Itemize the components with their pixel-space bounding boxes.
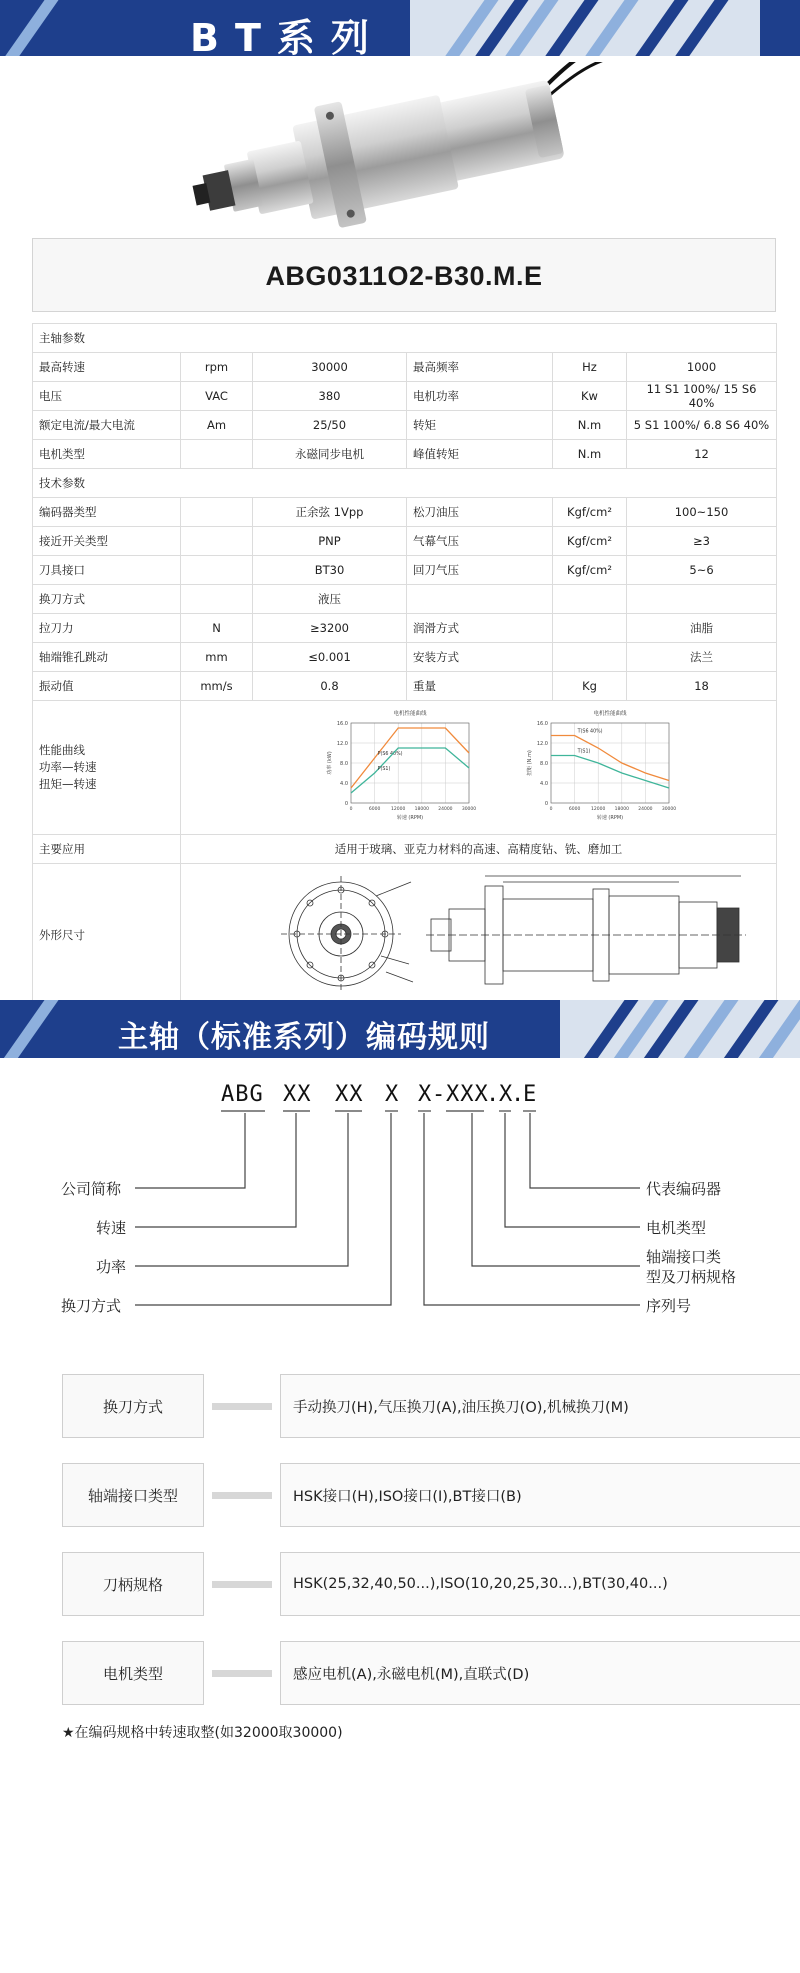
cell: 最高转速: [33, 353, 181, 382]
table-row: [33, 835, 777, 864]
y-tick-label: 4.0: [340, 781, 348, 787]
cell: 振动值: [33, 672, 181, 701]
cell: 编码器类型: [33, 498, 181, 527]
y-tick-label: 8.0: [340, 761, 348, 767]
cell: N.m: [553, 411, 627, 440]
code-seg-encoder: E: [523, 1082, 538, 1107]
code-seg-change: X: [385, 1082, 400, 1107]
cell: [181, 556, 253, 585]
cell: [181, 440, 253, 469]
curve-row: [33, 701, 777, 835]
code-seg-interface: XXX: [446, 1082, 489, 1107]
cell: BT30: [253, 556, 407, 585]
y-tick-label: 16.0: [536, 721, 548, 727]
curve-label-line: 功率—转速: [39, 760, 97, 774]
table-row: [33, 382, 777, 411]
label-serial: 序列号: [646, 1297, 692, 1315]
section-row: [33, 469, 777, 498]
code-seg-power: XX: [335, 1082, 364, 1107]
x-tick-label: 24000: [438, 807, 453, 812]
cell: VAC: [181, 382, 253, 411]
x-tick-label: 0: [349, 807, 353, 812]
cell: 润滑方式: [407, 614, 553, 643]
label-motor-type: 电机类型: [646, 1219, 707, 1237]
y-tick-label: 4.0: [540, 781, 548, 787]
section-row: [33, 324, 777, 353]
code-seg-dash: -: [432, 1082, 447, 1107]
y-axis-label: 功率 (kW): [327, 751, 333, 775]
series-line: [351, 748, 469, 793]
label-tool-change: 换刀方式: [61, 1297, 122, 1315]
series-label: P(S6 40%): [377, 752, 403, 757]
table-row: [33, 498, 777, 527]
cell: 松刀油压: [407, 498, 553, 527]
footnote: ★在编码规格中转速取整(如32000取30000): [62, 1725, 343, 1741]
cell: N: [181, 614, 253, 643]
cell: 18: [627, 672, 777, 701]
x-tick-label: 6000: [568, 807, 581, 812]
code-seg-serial: X: [418, 1082, 433, 1107]
dimension-cell: [181, 864, 777, 1006]
series-label: T(S6 40%): [577, 729, 603, 735]
cell: 峰值转矩: [407, 440, 553, 469]
cell: 5 S1 100%/ 6.8 S6 40%: [627, 411, 777, 440]
chart-title: 电机性能曲线: [393, 711, 427, 717]
cell: 永磁同步电机: [253, 440, 407, 469]
cell: [407, 585, 553, 614]
cell: 额定电流/最大电流: [33, 411, 181, 440]
legend-row: [62, 1463, 752, 1527]
cell: 安装方式: [407, 643, 553, 672]
cell: 换刀方式: [33, 585, 181, 614]
cell: Kgf/cm²: [553, 498, 627, 527]
y-tick-label: 12.0: [336, 741, 348, 747]
main-params-title: 主轴参数: [33, 324, 777, 353]
performance-curves: [181, 701, 775, 831]
code-seg-speed: XX: [283, 1082, 312, 1107]
cell: 电机功率: [407, 382, 553, 411]
label-company: 公司简称: [61, 1180, 122, 1198]
series-line: [551, 736, 669, 781]
application-label: 主要应用: [33, 835, 181, 864]
cell: 1000: [627, 353, 777, 382]
cell: [627, 585, 777, 614]
table-row: [33, 556, 777, 585]
y-tick-label: 12.0: [536, 741, 548, 747]
series-label: T(S1): [577, 749, 591, 755]
x-tick-label: 12000: [391, 807, 406, 812]
cell: 5~6: [627, 556, 777, 585]
table-row: [33, 614, 777, 643]
cell: mm: [181, 643, 253, 672]
x-axis-label: 转速 (RPM): [396, 815, 424, 821]
cell: 100~150: [627, 498, 777, 527]
label-speed: 转速: [96, 1219, 127, 1237]
legend-connector: [212, 1492, 272, 1499]
tech-params-title: 技术参数: [33, 469, 777, 498]
code-seg-dot: .: [511, 1082, 526, 1107]
legend-key: 刀柄规格: [62, 1552, 204, 1616]
legend-key: 换刀方式: [62, 1374, 204, 1438]
cell: 油脂: [627, 614, 777, 643]
x-tick-label: 6000: [368, 807, 381, 812]
cell: 法兰: [627, 643, 777, 672]
cell: 电压: [33, 382, 181, 411]
model-name: ABG0311O2-B30.M.E: [265, 261, 543, 291]
chart-title: 电机性能曲线: [593, 711, 627, 717]
table-row: [33, 353, 777, 382]
code-seg-motor: X: [499, 1082, 514, 1107]
x-tick-label: 12000: [591, 807, 606, 812]
cell: mm/s: [181, 672, 253, 701]
curve-label: [33, 701, 181, 835]
spec-table: [32, 323, 777, 1006]
cell: 拉刀力: [33, 614, 181, 643]
cell: [553, 585, 627, 614]
y-tick-label: 16.0: [336, 721, 348, 727]
y-tick-label: 0: [544, 801, 548, 807]
legend-value: HSK接口(H),ISO接口(I),BT接口(B): [280, 1463, 800, 1527]
cell: 气幕气压: [407, 527, 553, 556]
model-title-box: [32, 238, 776, 312]
label-encoder: 代表编码器: [646, 1180, 722, 1198]
legend-row: [62, 1641, 752, 1705]
cell: 11 S1 100%/ 15 S6 40%: [627, 382, 777, 411]
cell: 重量: [407, 672, 553, 701]
dimension-row: [33, 864, 777, 1006]
series-label: P(S1): [377, 767, 391, 772]
cell: [181, 527, 253, 556]
y-tick-label: 0: [344, 801, 348, 807]
curve-label-line: 性能曲线: [39, 743, 85, 757]
application-text: 适用于玻璃、亚克力材料的高速、高精度钻、铣、磨加工: [181, 835, 777, 864]
cell: 0.8: [253, 672, 407, 701]
legend-row: [62, 1374, 752, 1438]
x-tick-label: 30000: [461, 807, 477, 812]
code-banner: [0, 1000, 800, 1058]
cell: 轴端锥孔跳动: [33, 643, 181, 672]
spindle-product-image: [190, 62, 610, 232]
code-seg-abg: ABG: [221, 1082, 264, 1107]
cell: Kgf/cm²: [553, 556, 627, 585]
legend-key: 电机类型: [62, 1641, 204, 1705]
table-row: [33, 411, 777, 440]
x-tick-label: 24000: [638, 807, 653, 812]
x-axis-label: 转速 (RPM): [596, 815, 624, 821]
series-line: [351, 728, 469, 788]
cell: 转矩: [407, 411, 553, 440]
cell: 刀具接口: [33, 556, 181, 585]
cell: [553, 643, 627, 672]
cell: Am: [181, 411, 253, 440]
cell: 30000: [253, 353, 407, 382]
cell: [553, 614, 627, 643]
cell: ≥3200: [253, 614, 407, 643]
cell: 电机类型: [33, 440, 181, 469]
cell: 液压: [253, 585, 407, 614]
code-rule-title: 主轴（标准系列）编码规则: [118, 1020, 490, 1055]
legend-connector: [212, 1403, 272, 1410]
cell: Kgf/cm²: [553, 527, 627, 556]
cell: 正余弦 1Vpp: [253, 498, 407, 527]
cell: 回刀气压: [407, 556, 553, 585]
curve-cell: [181, 701, 777, 835]
legend-connector: [212, 1581, 272, 1588]
x-tick-label: 0: [549, 807, 553, 812]
cell: 接近开关类型: [33, 527, 181, 556]
top-banner: [0, 0, 800, 56]
cell: 12: [627, 440, 777, 469]
cell: 380: [253, 382, 407, 411]
x-tick-label: 18000: [614, 807, 629, 812]
table-row: [33, 440, 777, 469]
cell: Kw: [553, 382, 627, 411]
x-tick-label: 30000: [661, 807, 677, 812]
table-row: [33, 672, 777, 701]
dimension-drawing: [181, 864, 775, 1002]
table-row: [33, 585, 777, 614]
x-tick-label: 18000: [414, 807, 429, 812]
page-title: BT系列: [190, 16, 385, 56]
label-interface-2: 型及刀柄规格: [646, 1268, 737, 1286]
cell: Kg: [553, 672, 627, 701]
dimension-label: 外形尺寸: [33, 864, 181, 1006]
cell: ≥3: [627, 527, 777, 556]
cell: Hz: [553, 353, 627, 382]
label-interface-1: 轴端接口类: [646, 1248, 722, 1266]
cell: [181, 585, 253, 614]
legend-value: 感应电机(A),永磁电机(M),直联式(D): [280, 1641, 800, 1705]
table-row: [33, 643, 777, 672]
y-tick-label: 8.0: [540, 761, 548, 767]
label-power: 功率: [96, 1258, 127, 1276]
legend-key: 轴端接口类型: [62, 1463, 204, 1527]
legend-value: HSK(25,32,40,50...),ISO(10,20,25,30...),BT(30,40...): [280, 1552, 800, 1616]
cell: N.m: [553, 440, 627, 469]
y-axis-label: 扭矩 (N.m): [527, 750, 533, 776]
code-seg-dot: .: [486, 1082, 501, 1107]
cell: ≤0.001: [253, 643, 407, 672]
curve-label-line: 扭矩—转速: [39, 777, 97, 791]
cell: [181, 498, 253, 527]
table-row: [33, 527, 777, 556]
legend-connector: [212, 1670, 272, 1677]
legend-value: 手动换刀(H),气压换刀(A),油压换刀(O),机械换刀(M): [280, 1374, 800, 1438]
code-diagram: [0, 1058, 800, 1338]
cell: 25/50: [253, 411, 407, 440]
legend-row: [62, 1552, 752, 1616]
cell: rpm: [181, 353, 253, 382]
cell: PNP: [253, 527, 407, 556]
cell: 最高频率: [407, 353, 553, 382]
